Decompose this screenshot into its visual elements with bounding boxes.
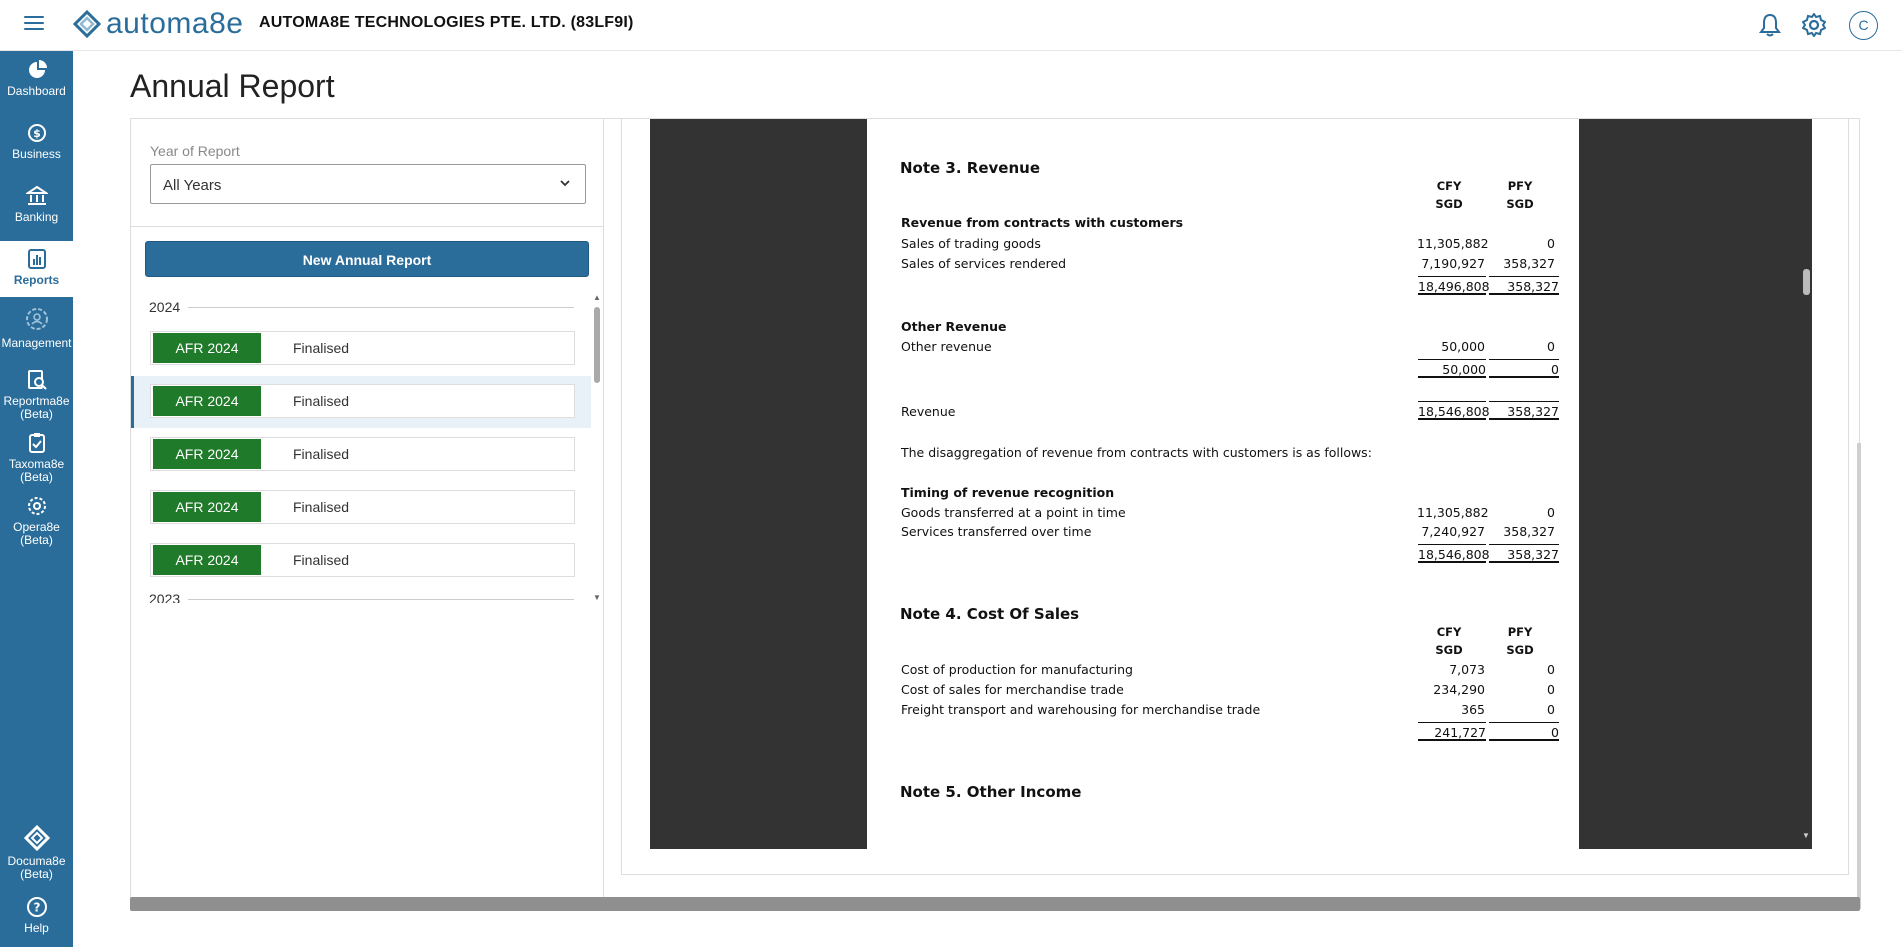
app-logo[interactable] <box>72 6 243 42</box>
pfy-total: 358,327 <box>1489 276 1559 295</box>
year-group-header <box>149 299 574 315</box>
report-badge: AFR 2024 <box>153 545 261 575</box>
cfy-value: 7,190,927 <box>1421 256 1485 271</box>
report-badge: AFR 2024 <box>153 386 261 416</box>
pfy-total: 0 <box>1489 722 1559 741</box>
sidebar-item-business[interactable] <box>0 122 73 161</box>
documa8e-logo-icon <box>24 825 50 851</box>
pfy-value: 0 <box>1547 662 1555 677</box>
row-label: Freight transport and warehousing for merchandise trade <box>901 702 1261 717</box>
search-doc-icon <box>26 369 48 391</box>
report-list-item[interactable] <box>131 535 591 587</box>
report-list[interactable] <box>131 293 591 603</box>
pfy-total: 358,327 <box>1489 401 1559 420</box>
cfy-value: 7,073 <box>1449 662 1485 677</box>
section-heading: Revenue from contracts with customers <box>901 215 1184 230</box>
pdf-viewer[interactable] <box>650 119 1812 849</box>
bar-chart-icon <box>26 248 48 270</box>
gear-people-icon <box>23 305 51 333</box>
note-5-title: Note 5. Other Income <box>900 783 1082 801</box>
row-label: Services transferred over time <box>901 524 1092 539</box>
report-list-item[interactable] <box>131 429 591 481</box>
sidebar-item-label: Banking <box>14 210 59 224</box>
new-annual-report-button[interactable]: New Annual Report <box>145 241 589 277</box>
report-list-item[interactable] <box>131 323 591 375</box>
row-label: Goods transferred at a point in time <box>901 505 1126 520</box>
pie-chart-icon <box>26 59 48 81</box>
pdf-page <box>867 119 1579 849</box>
row-label: Revenue <box>901 404 956 419</box>
svg-text:?: ? <box>33 900 40 915</box>
sidebar-item-label: Opera8e <box>13 520 60 534</box>
cfy-value: 11,305,882 <box>1417 236 1489 251</box>
report-badge: AFR 2024 <box>153 333 261 363</box>
report-badge: AFR 2024 <box>153 439 261 469</box>
sidebar-item-sublabel: (Beta) <box>20 867 53 881</box>
row-label: Sales of services rendered <box>901 256 1067 271</box>
year-of-report-select[interactable] <box>150 164 586 204</box>
bell-icon[interactable] <box>1755 10 1785 40</box>
panel-scrollbar-thumb[interactable] <box>1857 443 1861 909</box>
sidebar-item-label: Reports <box>13 273 60 287</box>
cfy-total: 18,546,808 <box>1418 544 1486 563</box>
sidebar-item-label: Business <box>12 147 61 161</box>
page-title: Annual Report <box>130 68 335 104</box>
sidebar-item-management[interactable] <box>0 305 73 350</box>
help-icon <box>26 896 48 918</box>
report-status: Finalised <box>293 552 350 568</box>
row-label: Other revenue <box>901 339 992 354</box>
pdf-scrollbar-thumb[interactable] <box>1803 269 1810 295</box>
col-head-line: PFY <box>1507 625 1533 639</box>
svg-text:$: $ <box>32 127 41 140</box>
horizontal-scrollbar[interactable] <box>130 897 1860 911</box>
sidebar-item-sublabel: (Beta) <box>20 407 53 421</box>
list-scrollbar-thumb[interactable] <box>594 307 600 383</box>
report-card <box>150 543 575 577</box>
report-list-panel <box>131 119 604 909</box>
pfy-value: 0 <box>1547 236 1555 251</box>
report-card <box>150 437 575 471</box>
report-status: Finalised <box>293 340 350 356</box>
clipboard-check-icon <box>26 432 48 454</box>
year-select-value: All Years <box>163 177 222 194</box>
col-head-line: PFY <box>1507 179 1533 193</box>
sidebar-item-reports[interactable] <box>0 241 73 297</box>
logo-text: automa8e <box>106 7 244 40</box>
report-status: Finalised <box>293 446 350 462</box>
pfy-value: 0 <box>1547 339 1555 354</box>
avatar[interactable]: C <box>1849 11 1878 40</box>
report-card <box>150 490 575 524</box>
sidebar-item-sublabel: (Beta) <box>20 470 53 484</box>
pfy-column-header <box>1495 623 1545 659</box>
sidebar-item-dashboard[interactable] <box>0 59 73 98</box>
row-label: Cost of production for manufacturing <box>901 662 1133 677</box>
sidebar-item-taxoma8e[interactable] <box>0 432 73 484</box>
sidebar-item-label: Management <box>1 336 72 350</box>
cfy-column-header <box>1424 177 1474 213</box>
divider <box>131 226 603 227</box>
sidebar <box>0 51 73 947</box>
sidebar-item-label: Taxoma8e <box>8 457 65 471</box>
dollar-circle-icon <box>26 122 48 144</box>
pfy-value: 358,327 <box>1503 256 1555 271</box>
section-heading: Other Revenue <box>901 319 1007 334</box>
gear-cycle-icon <box>26 495 48 517</box>
report-status: Finalised <box>293 499 350 515</box>
sidebar-item-banking[interactable] <box>0 185 73 224</box>
report-list-item[interactable] <box>131 482 591 534</box>
report-status: Finalised <box>293 393 350 409</box>
sidebar-item-label: Help <box>24 921 49 935</box>
sidebar-item-opera8e[interactable] <box>0 495 73 547</box>
pfy-value: 0 <box>1547 682 1555 697</box>
annual-report-panel <box>130 118 1860 910</box>
chevron-down-icon <box>559 177 571 189</box>
cfy-total: 50,000 <box>1418 359 1486 378</box>
year-group-label: 2024 <box>149 299 181 315</box>
menu-icon[interactable] <box>24 16 44 32</box>
sidebar-item-label: Dashboard <box>7 84 66 98</box>
bank-icon <box>26 185 48 207</box>
logo-mark-icon <box>72 9 102 39</box>
pdf-scroll-down-arrow-icon[interactable]: ▼ <box>1802 831 1810 840</box>
company-name: AUTOMA8E TECHNOLOGIES PTE. LTD. (83LF9I) <box>259 14 634 31</box>
scroll-down-arrow-icon[interactable]: ▼ <box>593 593 601 602</box>
top-bar <box>0 0 1902 51</box>
section-heading: Timing of revenue recognition <box>901 485 1115 500</box>
pfy-value: 358,327 <box>1503 524 1555 539</box>
pfy-value: 0 <box>1547 702 1555 717</box>
pfy-value: 0 <box>1547 505 1555 520</box>
sidebar-item-reportma8e[interactable] <box>0 369 73 421</box>
paragraph-text: The disaggregation of revenue from contracts with customers is as follows: <box>901 445 1372 460</box>
cfy-value: 11,305,882 <box>1417 505 1489 520</box>
cfy-value: 365 <box>1461 702 1485 717</box>
row-label: Sales of trading goods <box>901 236 1041 251</box>
year-group-header <box>149 591 574 603</box>
note-4-title: Note 4. Cost Of Sales <box>900 605 1080 623</box>
cfy-total: 241,727 <box>1418 722 1486 741</box>
cfy-column-header <box>1424 623 1474 659</box>
col-head-line: SGD <box>1506 197 1534 211</box>
year-group-label: 2023 <box>149 591 181 603</box>
sidebar-item-label: Reportma8e <box>3 394 70 408</box>
gear-icon[interactable] <box>1799 10 1829 40</box>
row-label: Cost of sales for merchandise trade <box>901 682 1124 697</box>
report-badge: AFR 2024 <box>153 492 261 522</box>
sidebar-item-help[interactable] <box>0 896 73 935</box>
pfy-column-header <box>1495 177 1545 213</box>
report-card <box>150 384 575 418</box>
sidebar-item-sublabel: (Beta) <box>20 533 53 547</box>
cfy-total: 18,496,808 <box>1418 276 1486 295</box>
pfy-total: 0 <box>1489 359 1559 378</box>
year-of-report-label: Year of Report <box>150 143 240 159</box>
cfy-total: 18,546,808 <box>1418 401 1486 420</box>
col-head-line: SGD <box>1435 197 1463 211</box>
col-head-line: SGD <box>1506 643 1534 657</box>
report-list-item-selected[interactable] <box>131 376 591 428</box>
cfy-value: 234,290 <box>1433 682 1485 697</box>
scroll-up-arrow-icon[interactable]: ▲ <box>593 293 601 302</box>
report-card <box>150 331 575 365</box>
cfy-value: 50,000 <box>1441 339 1485 354</box>
note-3-title: Note 3. Revenue <box>900 159 1040 177</box>
sidebar-item-label: Documa8e <box>7 854 66 868</box>
col-head-line: SGD <box>1435 643 1463 657</box>
col-head-line: CFY <box>1436 179 1462 193</box>
pfy-total: 358,327 <box>1489 544 1559 563</box>
sidebar-item-documa8e[interactable] <box>0 825 73 881</box>
cfy-value: 7,240,927 <box>1421 524 1485 539</box>
col-head-line: CFY <box>1436 625 1462 639</box>
